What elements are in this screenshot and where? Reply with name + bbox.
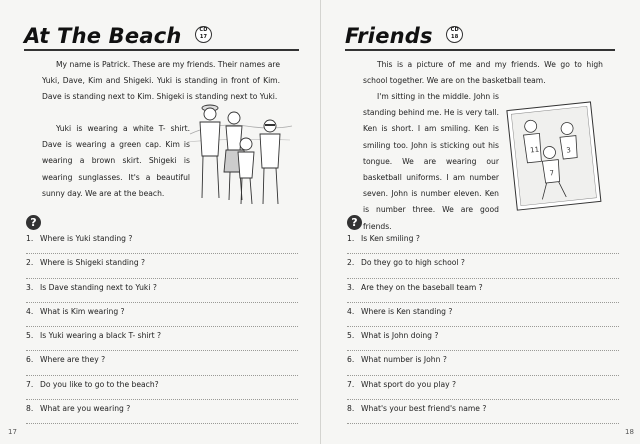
right-page	[321, 0, 640, 444]
question-row[interactable]: 8. What are you wearing ?	[26, 400, 298, 424]
question-icon: ?	[26, 215, 41, 230]
jersey-number: 7	[549, 169, 555, 178]
question-row[interactable]: 6. What number is John ?	[347, 351, 619, 375]
question-row[interactable]: 2. Where is Shigeki standing ?	[26, 254, 298, 278]
question-list	[347, 230, 619, 424]
question-row[interactable]: 6. Where are they ?	[26, 351, 298, 375]
reading-passage-cont	[42, 121, 190, 202]
cd-track-icon: CD 18	[446, 26, 463, 43]
question-row[interactable]: 5. Is Yuki wearing a black T- shirt ?	[26, 327, 298, 351]
jersey-number: 11	[529, 145, 540, 155]
question-row[interactable]: 2. Do they go to high school ?	[347, 254, 619, 278]
beach-friends-illustration	[186, 86, 294, 210]
question-row[interactable]: 7. Do you like to go to the beach?	[26, 376, 298, 400]
question-row[interactable]: 5. What is John doing ?	[347, 327, 619, 351]
question-icon: ?	[347, 215, 362, 230]
reading-passage	[363, 57, 603, 89]
page-title	[345, 24, 463, 48]
question-row[interactable]: 4. Where is Ken standing ?	[347, 303, 619, 327]
title-text: At The Beach	[24, 24, 182, 48]
title-rule	[345, 49, 615, 51]
passage-paragraph: This is a picture of me and my friends. We go to high school together. We are on the basketball team.	[363, 60, 603, 86]
question-row[interactable]: 3. Is Dave standing next to Yuki ?	[26, 279, 298, 303]
passage-paragraph: Yuki is wearing a white T- shirt. Dave is wearing a green cap. Kim is wearing a brown skirt. Shigeki is wearing sunglasses. It's a beautiful sunny day. We are at the beach.	[42, 124, 190, 198]
jersey-number: 3	[565, 146, 572, 155]
question-row[interactable]: 1. Where is Yuki standing ?	[26, 230, 298, 254]
page-number: 17	[8, 428, 17, 436]
cd-track-icon: CD 17	[195, 26, 212, 43]
question-row[interactable]: 3. Are they on the baseball team ?	[347, 279, 619, 303]
page-title	[24, 24, 212, 48]
passage-paragraph: My name is Patrick. These are my friends. Their names are Yuki, Dave, Kim and Shigeki. Yuki is standing in front of Kim. Dave is standing next to Kim. Shigeki is standing next to Yuki.	[42, 60, 280, 102]
passage-paragraph: I'm sitting in the middle. John is standing behind me. He is very tall. Ken is short. I am smiling. Ken is smiling too. John is sticking out his tongue. We are wearing our basketball uniforms. I am number seven. John is number eleven. Ken is number three. We are good friends.	[363, 89, 603, 235]
question-row[interactable]: 1. Is Ken smiling ?	[347, 230, 619, 254]
title-rule	[24, 49, 299, 51]
basketball-team-photo	[504, 100, 604, 214]
question-row[interactable]: 8. What's your best friend's name ?	[347, 400, 619, 424]
question-row[interactable]: 4. What is Kim wearing ?	[26, 303, 298, 327]
title-text: Friends	[345, 24, 433, 48]
question-row[interactable]: 7. What sport do you play ?	[347, 376, 619, 400]
question-list	[26, 230, 298, 424]
page-number: 18	[625, 428, 634, 436]
